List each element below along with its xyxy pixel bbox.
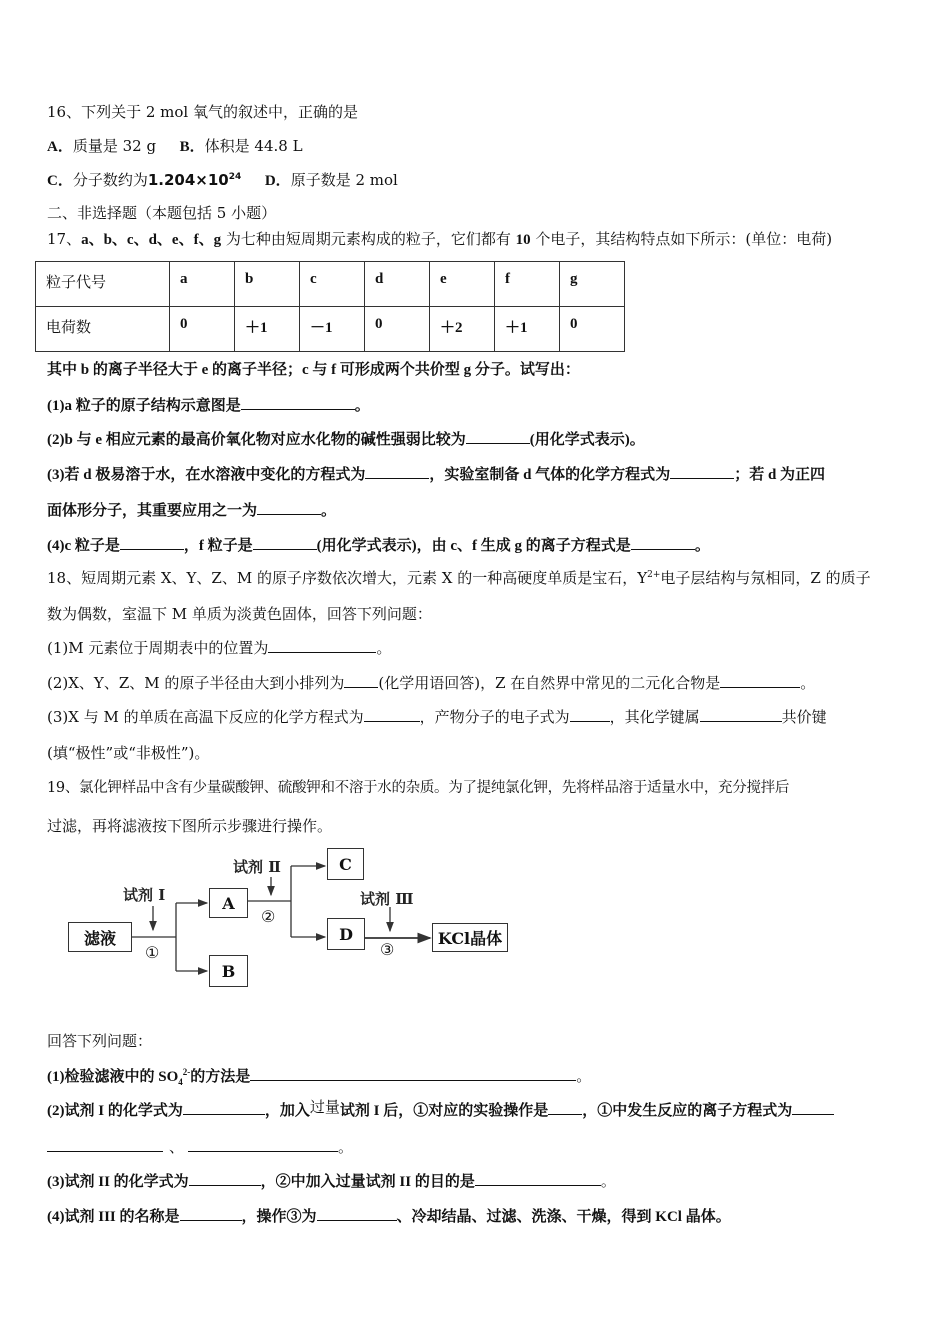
q16-options-ab <box>47 136 303 157</box>
q17-p3b: ，实验室制备 d 气体的化学方程式为 <box>429 467 671 483</box>
option-b-key: B． <box>179 139 205 155</box>
section-title: 二、非选择题（本题包括 5 小题） <box>47 204 277 222</box>
table-cell: e <box>430 262 495 307</box>
q16-options-cd <box>47 170 398 191</box>
option-a-text: 质量是 32 g <box>72 137 157 155</box>
answer-blank[interactable] <box>188 1137 338 1152</box>
answer-blank[interactable] <box>180 1206 242 1221</box>
answer-blank[interactable] <box>253 535 317 550</box>
q18-stem-sup: 2+ <box>647 570 661 580</box>
q18-part2 <box>47 673 815 693</box>
q17-letters: a、b、c、d、e、f、g <box>81 232 222 248</box>
table-cell: a <box>170 262 235 307</box>
q17-stem <box>47 229 832 250</box>
q17-number: 17、 <box>47 230 82 248</box>
q18-p2b: (化学用语回答)，Z 在自然界中常见的二元化合物是 <box>378 674 721 692</box>
q19-p2b: ，加入 <box>264 1103 310 1119</box>
q18-part1 <box>47 638 391 658</box>
answer-blank[interactable] <box>257 500 321 515</box>
q19-part1 <box>47 1066 591 1087</box>
q18-p1: (1)M 元素位于周期表中的位置为 <box>47 639 269 657</box>
q18-p2a: (2)X、Y、Z、M 的原子半径由大到小排列为 <box>47 674 345 692</box>
q16-stem-text: 16、下列关于 2 mol 氧气的叙述中，正确的是 <box>47 103 358 121</box>
option-c-key: C． <box>47 173 73 189</box>
answer-blank[interactable] <box>268 638 376 653</box>
answer-blank[interactable] <box>344 673 378 688</box>
answer-blank[interactable] <box>241 395 355 410</box>
q19-stem-cont: 过滤，再将滤液按下图所示步骤进行操作。 <box>47 817 333 835</box>
q17-part1 <box>47 395 370 416</box>
diagram-lines <box>60 840 520 1000</box>
reagent-1-label: 试剂 Ⅰ <box>123 886 166 904</box>
q18-stem-a: 18、短周期元素 X、Y、Z、M 的原子序数依次增大，元素 X 的一种高硬度单质是宝石，Y <box>47 569 648 587</box>
q19-part2-cont <box>47 1137 353 1158</box>
period: 。 <box>376 639 392 657</box>
option-d-key: D． <box>264 173 291 189</box>
q16-stem <box>47 102 358 122</box>
q18-p3c: ，其化学键属 <box>609 708 700 726</box>
answer-blank[interactable] <box>700 707 782 722</box>
table-cell: g <box>560 262 625 307</box>
q19-p2c: 过量 <box>309 1100 340 1116</box>
option-c-text: 分子数约为 <box>72 171 148 189</box>
q18-p3d: 共价键 <box>781 708 827 726</box>
table-row <box>36 307 625 352</box>
filtrate-box: 滤液 <box>68 922 132 952</box>
q17-p1-text: (1)a 粒子的原子结构示意图是 <box>47 398 241 414</box>
q18-stem-cont: 数为偶数，室温下 M 单质为淡黄色固体，回答下列问题： <box>47 605 432 623</box>
q19-p2d: 试剂 I 后，①对应的实验操作是 <box>339 1103 549 1119</box>
q17-p3c: ；若 d 为正四 <box>734 467 826 483</box>
q17-note: 其中 b 的离子半径大于 e 的离子半径；c 与 f 可形成两个共价型 g 分子。试写出： <box>47 362 580 378</box>
option-a-key: A． <box>47 139 73 155</box>
answer-blank[interactable] <box>364 707 420 722</box>
period: 。 <box>800 674 816 692</box>
period: 。 <box>576 1069 592 1085</box>
table-cell: d <box>365 262 430 307</box>
step-2-marker: ② <box>261 907 276 926</box>
q17-p4a: (4)c 粒子是 <box>47 538 120 554</box>
answer-blank[interactable] <box>365 464 429 479</box>
q19-part2 <box>47 1100 834 1121</box>
table-cell: ＋1 <box>495 307 560 352</box>
period: 。 <box>354 398 370 414</box>
q19-p4a: (4)试剂 III 的名称是 <box>47 1209 180 1225</box>
table-header-code: 粒子代号 <box>36 262 170 307</box>
charge-table <box>35 261 625 352</box>
q17-part4 <box>47 535 710 556</box>
q19-p3b: ，②中加入过量试剂 II 的目的是 <box>260 1174 475 1190</box>
q17-p3a: (3)若 d 极易溶于水，在水溶液中变化的方程式为 <box>47 467 366 483</box>
q17-p4c: (用化学式表示)，由 c、f 生成 g 的离子方程式是 <box>316 538 631 554</box>
q17-p2-end: (用化学式表示)。 <box>529 432 645 448</box>
table-cell: c <box>300 262 365 307</box>
q17-p3d: 面体形分子，其重要应用之一为 <box>47 503 258 519</box>
q17-p4b: ，f 粒子是 <box>183 538 253 554</box>
period: 。 <box>338 1140 354 1156</box>
period: 。 <box>600 1174 616 1190</box>
option-c-exponent: 24 <box>228 172 242 182</box>
table-header-charge: 电荷数 <box>36 307 170 352</box>
box-b: B <box>209 955 248 987</box>
q19-p3a: (3)试剂 II 的化学式为 <box>47 1174 189 1190</box>
table-cell: b <box>235 262 300 307</box>
q18-part3 <box>47 707 827 727</box>
answer-blank[interactable] <box>475 1171 601 1186</box>
period: 。 <box>694 538 710 554</box>
step-3-marker: ③ <box>380 940 395 959</box>
answer-blank[interactable] <box>183 1100 265 1115</box>
answer-blank[interactable] <box>570 707 610 722</box>
table-row <box>36 262 625 307</box>
q18-p3b: ，产物分子的电子式为 <box>419 708 570 726</box>
q17-part3 <box>47 464 825 485</box>
q19-p4c: 、冷却结晶、过滤、洗涤、干燥，得到 KCl 晶体。 <box>396 1209 731 1225</box>
q18-stem-b: 电子层结构与氖相同，Z 的质子 <box>660 569 871 587</box>
table-cell: f <box>495 262 560 307</box>
q17-p2-text: (2)b 与 e 相应元素的最高价氧化物对应水化物的碱性强弱比较为 <box>47 432 466 448</box>
answer-blank[interactable] <box>792 1100 834 1115</box>
q19-stem: 19、氯化钾样品中含有少量碳酸钾、硫酸钾和不溶于水的杂质。为了提纯氯化钾，先将样品溶于适量水中，充分搅拌后 <box>47 780 790 796</box>
q19-p2e: ，①中发生反应的离子方程式为 <box>582 1103 793 1119</box>
subscript: 4 <box>178 1077 183 1087</box>
flow-diagram <box>60 840 520 1000</box>
option-d-text: 原子数是 2 mol <box>290 171 398 189</box>
table-cell: 0 <box>560 307 625 352</box>
q17-stem-suffix: 个电子，其结构特点如下所示：(单位：电荷) <box>530 230 833 248</box>
box-d: D <box>327 918 365 950</box>
q18-p3a: (3)X 与 M 的单质在高温下反应的化学方程式为 <box>47 708 364 726</box>
q19-p4b: ，操作③为 <box>241 1209 317 1225</box>
table-cell: ＋2 <box>430 307 495 352</box>
q17-stem-mid: 为七种由短周期元素构成的粒子，它们都有 <box>221 230 516 248</box>
answer-blank[interactable] <box>250 1066 576 1081</box>
answer-blank[interactable] <box>670 464 734 479</box>
option-c-value: 1.204×10 <box>147 171 229 189</box>
q19-p1a: (1)检验滤液中的 SO <box>47 1069 179 1085</box>
q19-answer-intro: 回答下列问题： <box>47 1034 153 1050</box>
step-1-marker: ① <box>145 943 160 962</box>
table-cell: 0 <box>365 307 430 352</box>
option-b-text: 体积是 44.8 L <box>204 137 303 155</box>
q18-part3-cont: (填“极性”或“非极性”)。 <box>47 744 210 762</box>
q19-part3 <box>47 1171 616 1192</box>
kcl-crystal-box: KCl晶体 <box>432 923 508 952</box>
answer-blank[interactable] <box>631 535 695 550</box>
period: 。 <box>321 503 337 519</box>
reagent-3-label: 试剂 Ⅲ <box>360 890 414 908</box>
reagent-2-label: 试剂 Ⅱ <box>233 858 281 876</box>
table-cell: －1 <box>300 307 365 352</box>
answer-blank[interactable] <box>466 429 530 444</box>
separator: 、 <box>169 1140 185 1156</box>
box-a: A <box>209 888 248 918</box>
table-cell: ＋1 <box>235 307 300 352</box>
box-c: C <box>327 848 364 880</box>
q17-ten: 10 <box>515 232 531 248</box>
answer-blank[interactable] <box>720 673 800 688</box>
q18-stem <box>47 568 871 588</box>
answer-blank[interactable] <box>189 1171 261 1186</box>
q19-part4 <box>47 1206 731 1227</box>
q17-part3-cont <box>47 500 336 521</box>
superscript: 2- <box>182 1067 191 1077</box>
answer-blank[interactable] <box>120 535 184 550</box>
q17-part2 <box>47 429 645 450</box>
q19-p1b: 的方法是 <box>190 1069 251 1085</box>
answer-blank[interactable] <box>317 1206 397 1221</box>
answer-blank[interactable] <box>548 1100 582 1115</box>
q19-p2a: (2)试剂 I 的化学式为 <box>47 1103 183 1119</box>
table-cell: 0 <box>170 307 235 352</box>
answer-blank[interactable] <box>47 1137 163 1152</box>
